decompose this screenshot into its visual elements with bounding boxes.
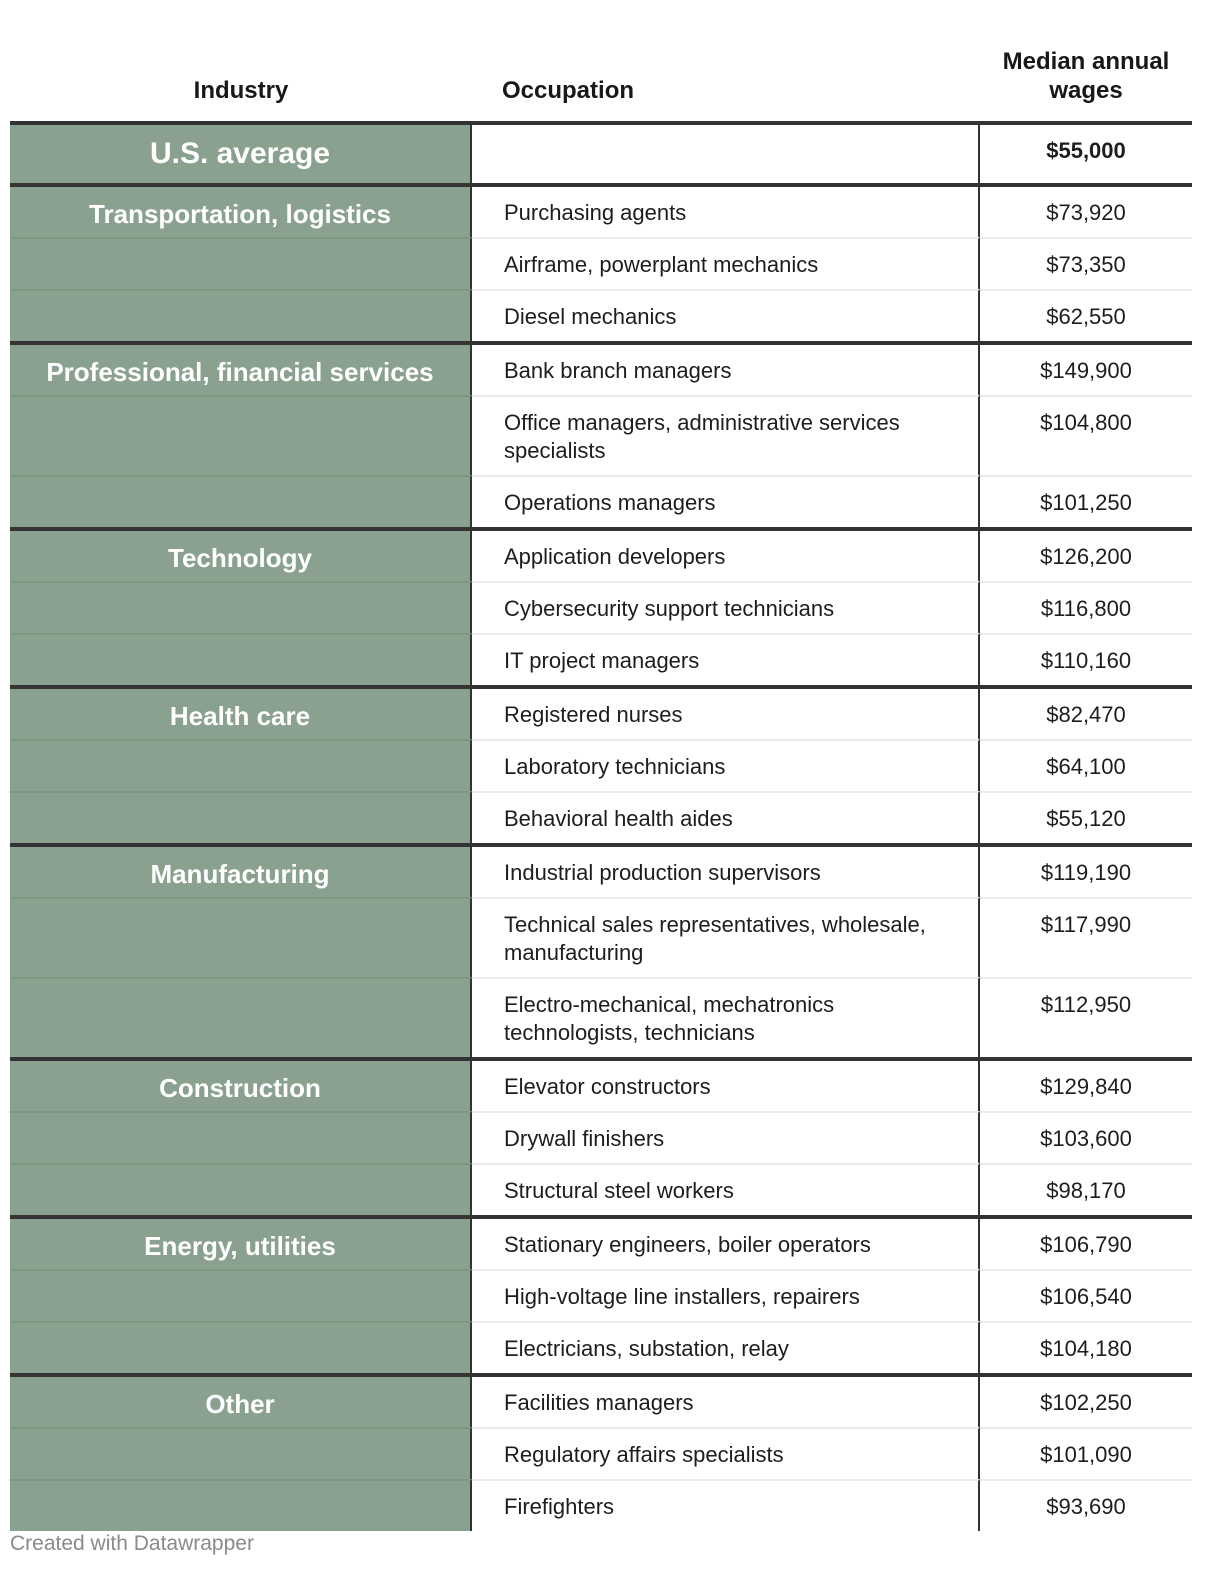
industry-cell: Other (10, 1377, 472, 1427)
industry-group (10, 345, 1192, 531)
table-row (10, 1061, 1192, 1111)
industry-group (10, 1219, 1192, 1377)
wage-cell: $110,160 (980, 633, 1192, 685)
industry-cell: U.S. average (10, 125, 472, 183)
occupation-cell: Application developers (472, 531, 980, 581)
industry-cell (10, 1427, 472, 1479)
industry-group (10, 689, 1192, 847)
table-header (10, 0, 1192, 125)
industry-cell (10, 237, 472, 289)
industry-cell (10, 1321, 472, 1373)
table-row (10, 689, 1192, 739)
wage-cell: $106,790 (1040, 1232, 1132, 1257)
occupation-cell: Industrial production supervisors (472, 847, 980, 897)
table-row (10, 125, 1192, 183)
header-wages-line1: Median annual (1002, 48, 1170, 75)
wage-cell: $93,690 (980, 1479, 1192, 1531)
industry-group (10, 1377, 1192, 1531)
occupation-cell: Electricians, substation, relay (472, 1321, 980, 1373)
industry-cell (10, 1111, 472, 1163)
wage-cell: $55,000 (1046, 138, 1126, 163)
wage-cell: $101,250 (980, 475, 1192, 527)
industry-group (10, 847, 1192, 1061)
wage-cell: $104,180 (980, 1321, 1192, 1373)
occupation-cell: High-voltage line installers, repairers (472, 1269, 980, 1321)
industry-cell (10, 581, 472, 633)
table-row (10, 977, 1192, 1057)
wage-cell: $117,990 (980, 897, 1192, 977)
occupation-cell: Structural steel workers (472, 1163, 980, 1215)
header-occupation: Occupation (502, 77, 635, 104)
occupation-cell: Purchasing agents (472, 187, 980, 237)
wage-cell: $106,540 (980, 1269, 1192, 1321)
occupation-cell: Airframe, powerplant mechanics (472, 237, 980, 289)
table-row (10, 1321, 1192, 1373)
wage-cell: $102,250 (1040, 1390, 1132, 1415)
occupation-cell (472, 125, 980, 183)
table-row (10, 187, 1192, 237)
wage-cell: $119,190 (1040, 860, 1132, 885)
wage-cell: $101,090 (980, 1427, 1192, 1479)
industry-cell: Construction (10, 1061, 472, 1111)
industry-group (10, 1061, 1192, 1219)
header-wages-line2: wages (1049, 77, 1123, 104)
occupation-cell: Technical sales representatives, wholesale, manufacturing (472, 897, 980, 977)
industry-cell: Technology (10, 531, 472, 581)
industry-group (10, 531, 1192, 689)
us-average-group (10, 125, 1192, 187)
wage-cell: $64,100 (980, 739, 1192, 791)
industry-cell: Professional, financial services (10, 345, 472, 395)
wage-cell: $103,600 (980, 1111, 1192, 1163)
table-row (10, 1163, 1192, 1215)
occupation-cell: Office managers, administrative services specialists (472, 395, 980, 475)
table-row (10, 531, 1192, 581)
occupation-cell: Behavioral health aides (472, 791, 980, 843)
occupation-cell: Registered nurses (472, 689, 980, 739)
table-row (10, 289, 1192, 341)
wages-table (10, 0, 1192, 1531)
wage-cell: $82,470 (1046, 702, 1126, 727)
occupation-cell: Bank branch managers (472, 345, 980, 395)
occupation-cell: Laboratory technicians (472, 739, 980, 791)
table-row (10, 1427, 1192, 1479)
occupation-cell: Regulatory affairs specialists (472, 1427, 980, 1479)
header-industry: Industry (193, 77, 289, 104)
occupation-cell: IT project managers (472, 633, 980, 685)
table-row (10, 897, 1192, 977)
table-row (10, 791, 1192, 843)
wage-cell: $73,350 (980, 237, 1192, 289)
industry-group (10, 187, 1192, 345)
industry-cell: Health care (10, 689, 472, 739)
wage-cell: $73,920 (1046, 200, 1126, 225)
wage-cell: $149,900 (1040, 358, 1132, 383)
occupation-cell: Stationary engineers, boiler operators (472, 1219, 980, 1269)
table-row (10, 633, 1192, 685)
table-row (10, 475, 1192, 527)
industry-cell (10, 1479, 472, 1531)
occupation-cell: Diesel mechanics (472, 289, 980, 341)
industry-cell (10, 739, 472, 791)
wage-cell: $98,170 (980, 1163, 1192, 1215)
table-row (10, 1269, 1192, 1321)
wage-cell: $104,800 (980, 395, 1192, 475)
table-row (10, 581, 1192, 633)
industry-cell (10, 1163, 472, 1215)
industry-cell (10, 395, 472, 475)
wage-cell: $112,950 (980, 977, 1192, 1057)
wage-cell: $129,840 (1040, 1074, 1132, 1099)
occupation-cell: Elevator constructors (472, 1061, 980, 1111)
industry-cell (10, 475, 472, 527)
table-row (10, 1377, 1192, 1427)
occupation-cell: Drywall finishers (472, 1111, 980, 1163)
industry-cell (10, 289, 472, 341)
table-row (10, 237, 1192, 289)
wage-cell: $55,120 (980, 791, 1192, 843)
table-row (10, 1479, 1192, 1531)
occupation-cell: Electro-mechanical, mechatronics technologists, technicians (472, 977, 980, 1057)
table-row (10, 739, 1192, 791)
datawrapper-credit: Created with Datawrapper (10, 1532, 254, 1555)
table-row (10, 847, 1192, 897)
occupation-cell: Facilities managers (472, 1377, 980, 1427)
wage-cell: $62,550 (980, 289, 1192, 341)
industry-cell: Manufacturing (10, 847, 472, 897)
industry-cell: Transportation, logistics (10, 187, 472, 237)
table-row (10, 1111, 1192, 1163)
industry-cell (10, 977, 472, 1057)
occupation-cell: Operations managers (472, 475, 980, 527)
table-row (10, 1219, 1192, 1269)
industry-cell (10, 897, 472, 977)
occupation-cell: Cybersecurity support technicians (472, 581, 980, 633)
wage-cell: $116,800 (980, 581, 1192, 633)
industry-cell: Energy, utilities (10, 1219, 472, 1269)
industry-cell (10, 633, 472, 685)
industry-cell (10, 1269, 472, 1321)
table-row (10, 395, 1192, 475)
industry-cell (10, 791, 472, 843)
wage-cell: $126,200 (1040, 544, 1132, 569)
table-row (10, 345, 1192, 395)
occupation-cell: Firefighters (472, 1479, 980, 1531)
header-wages (980, 47, 1192, 105)
